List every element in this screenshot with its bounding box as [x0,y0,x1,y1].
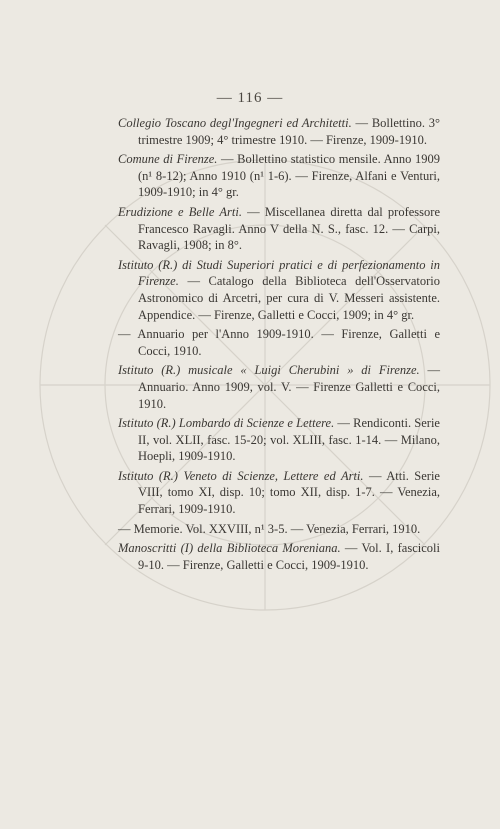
entry-details: — Atti. Serie VIII, tomo XI, disp. 10; tomo XII, disp. 1-7. — Venezia, Ferrari, 1909-1910. [138,468,440,517]
entry-title: Manoscritti (I) della Biblioteca Moreniana. [118,541,341,556]
entry-title: Istituto (R.) Lombardo di Scienze e Lettere. [118,416,335,431]
page-number: — 116 — [216,90,284,106]
entry-details: — Bollettino statistico mensile. Anno 1909 (n¹ 8-12); Anno 1910 (n¹ 1-6). — Firenze, Alfani e Venturi, 1909-1910; in 4° gr. [138,152,440,200]
entry-details: — Annuario per l'Anno 1909-1910. — Firenze, Galletti e Cocci, 1910. [118,327,440,358]
entry-title: Istituto (R.) musicale « Luigi Cherubini » di Firenze. [118,363,420,378]
bibliography-entry [118,362,440,412]
entry-title: Comune di Firenze. [118,152,218,167]
bibliography-entry [118,115,440,148]
entry-details: — Catalogo della Biblioteca dell'Osservatorio Astronomico di Arcetri, per cura di V. Messeri assistente. Appendice. — Firenze, Galletti e Cocci, 1909; in 4° gr. [138,274,440,322]
bibliography-entry [118,540,440,573]
entry-details: — Rendiconti. Serie II, vol. XLII, fasc. 15-20; vol. XLIII, fasc. 1-14. — Milano, Hoepli, 1909-1910. [138,416,440,464]
entry-details: — Miscellanea diretta dal professore Francesco Ravagli. Anno V della N. S., fasc. 12. — Carpi, Ravagli, 1908; in 8°. [138,204,440,253]
bibliography-entry [118,204,440,254]
entry-details: — Vol. I, fascicoli 9-10. — Firenze, Galletti e Cocci, 1909-1910. [138,541,440,572]
bibliography-entry [118,257,440,323]
entry-title: Istituto (R.) Veneto di Scienze, Lettere ed Arti. [118,468,364,483]
entry-details: — Annuario. Anno 1909, vol. V. — Firenze Galletti e Cocci, 1910. [138,363,440,411]
bibliography-entry [118,326,440,359]
bibliography-entry [118,151,440,201]
bibliography-entry [118,521,440,538]
bibliography-list [118,115,440,573]
entry-title: Collegio Toscano degl'Ingegneri ed Architetti. [118,116,352,130]
entry-details: — Bollettino. 3° trimestre 1909; 4° trimestre 1910. — Firenze, 1909-1910. [138,116,440,147]
entry-title: Istituto (R.) di Studi Superiori pratici e di perfezionamento in Firenze. [118,257,440,289]
entry-title: Erudizione e Belle Arti. [118,204,242,219]
entry-details: — Memorie. Vol. XXVIII, n¹ 3-5. — Venezia, Ferrari, 1910. [118,521,421,536]
bibliography-entry [118,415,440,465]
bibliography-entry [118,468,440,518]
